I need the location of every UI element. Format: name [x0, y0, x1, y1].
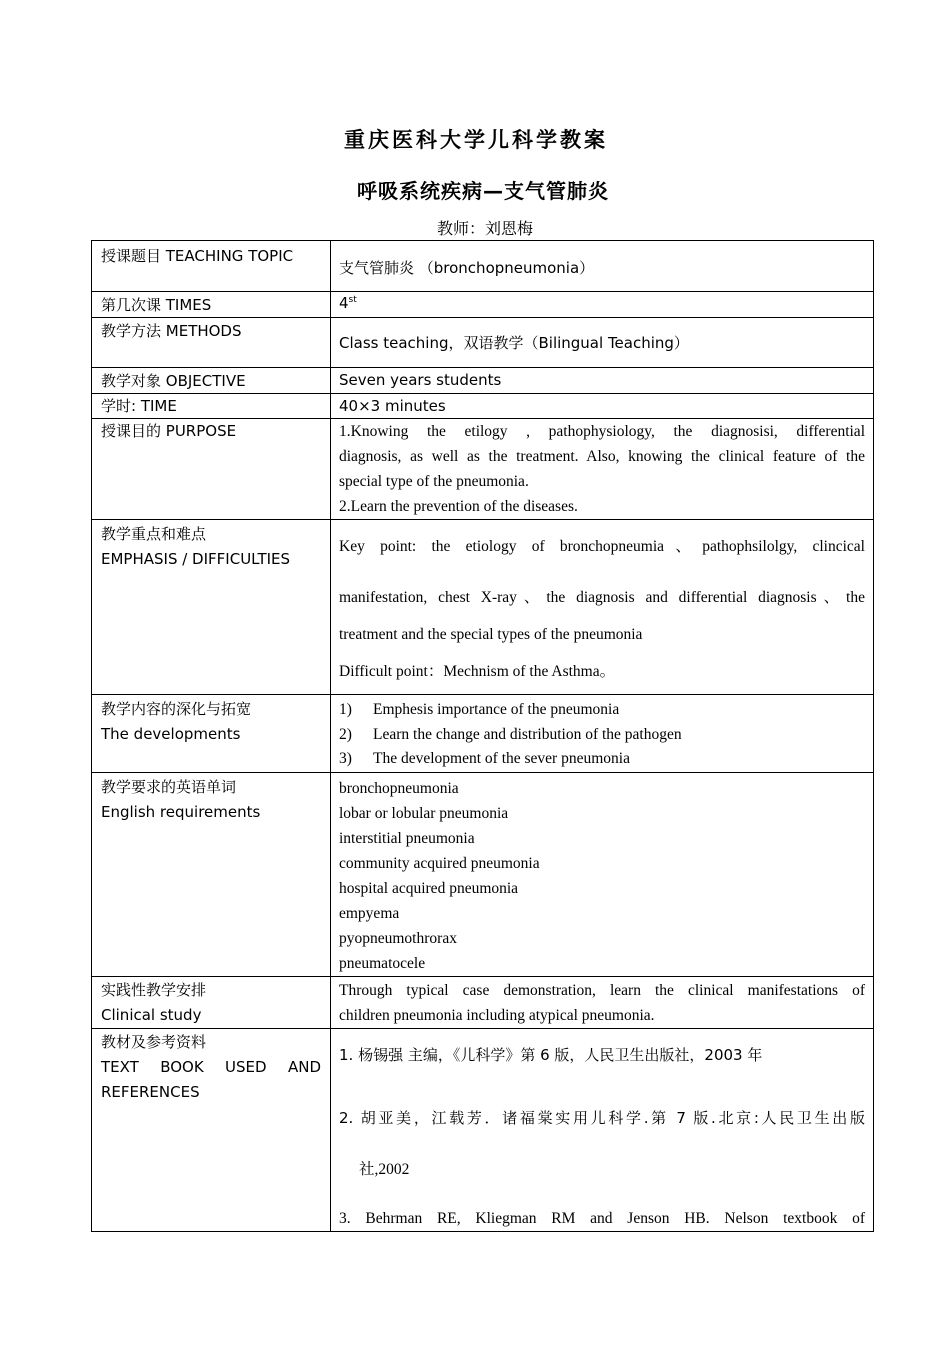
value-emphasis: Key point: the etiology of bronchopneumia、pathophsilolgy, clincical manifestation, chest X-ray、the diagnosis and differential diagnosis、the treatment and the special types of the pneumonia Difficult point：Mechnism of the Asthma。: [331, 520, 874, 695]
value-methods: Class teaching，双语教学（Bilingual Teaching）: [331, 318, 874, 368]
reference-3: 3. Behrman RE, Kliegman RM and Jenson HB. Nelson textbook of: [339, 1209, 865, 1227]
label-english: 教学要求的英语单词 English requirements: [92, 772, 331, 976]
table-row-developments: [92, 695, 874, 773]
value-english: [331, 772, 874, 976]
value-time: 40×3 minutes: [331, 394, 874, 419]
label-time: 学时: TIME: [92, 394, 331, 419]
value-topic: 支气管肺炎 （bronchopneumonia）: [339, 259, 595, 277]
reference-1: 1. 杨锡强 主编，《儿科学》第 6 版，人民卫生出版社，2003 年: [339, 1045, 763, 1064]
label-topic: 授课题目 TEACHING TOPIC: [92, 241, 331, 292]
document-title: 重庆医科大学儿科学教案: [344, 128, 608, 152]
label-emphasis: 教学重点和难点 EMPHASIS / DIFFICULTIES: [92, 520, 331, 695]
table-row-purpose: [92, 419, 874, 520]
list-item: pneumatocele: [339, 954, 426, 972]
list-item: 2) Learn the change and distribution of the pathogen: [339, 725, 682, 743]
list-item: bronchopneumonia: [339, 779, 459, 797]
reference-2-cont: 社,2002: [359, 1160, 410, 1178]
value-purpose: 1.Knowing the etilogy , pathophysiology, the diagnosisi, differential diagnosis, as well as the treatment. Also, knowing the clinical feature of the special type of the pneumonia. 2.Learn the prevention of the diseases.: [331, 419, 874, 520]
table-row-methods: [92, 318, 874, 368]
label-times: 第几次课 TIMES: [92, 292, 331, 318]
lesson-plan-table: [91, 240, 874, 1232]
table-row-times: [92, 292, 874, 318]
table-row-emphasis: [92, 520, 874, 695]
label-purpose: 授课目的 PURPOSE: [92, 419, 331, 520]
label-developments: 教学内容的深化与拓宽 The developments: [92, 695, 331, 773]
label-references: 教材及参考资料 TEXT BOOK USED AND REFERENCES: [92, 1028, 331, 1231]
list-item: 3) The development of the sever pneumonia: [339, 750, 630, 767]
table-row-english: [92, 772, 874, 976]
label-objective: 教学对象 OBJECTIVE: [92, 368, 331, 394]
table-row-clinical: [92, 976, 874, 1028]
table-row-objective: [92, 368, 874, 394]
value-developments: [331, 695, 874, 773]
value-clinical: Through typical case demonstration, learn the clinical manifestations of children pneumonia including atypical pneumonia.: [331, 976, 874, 1028]
value-references: [331, 1028, 874, 1231]
label-methods: 教学方法 METHODS: [92, 318, 331, 368]
list-item: lobar or lobular pneumonia: [339, 804, 509, 822]
list-item: pyopneumothrorax: [339, 929, 457, 947]
list-item: 1) Emphesis importance of the pneumonia: [339, 701, 620, 718]
reference-2: 2. 胡亚美，江载芳．诸福棠实用儿科学.第 7 版.北京:人民卫生出版: [339, 1108, 865, 1127]
value-times: 4st: [331, 292, 874, 318]
label-clinical: 实践性教学安排 Clinical study: [92, 976, 331, 1028]
document-subtitle: 呼吸系统疾病—支气管肺炎: [357, 179, 609, 203]
value-objective: Seven years students: [331, 368, 874, 394]
teacher-name: 教师：刘恩梅: [436, 219, 533, 238]
table-row-references: [92, 1028, 874, 1231]
table-row-topic: [92, 241, 874, 292]
list-item: interstitial pneumonia: [339, 829, 475, 847]
list-item: hospital acquired pneumonia: [339, 879, 519, 897]
list-item: empyema: [339, 904, 400, 922]
list-item: community acquired pneumonia: [339, 854, 540, 872]
table-row-time: [92, 394, 874, 419]
